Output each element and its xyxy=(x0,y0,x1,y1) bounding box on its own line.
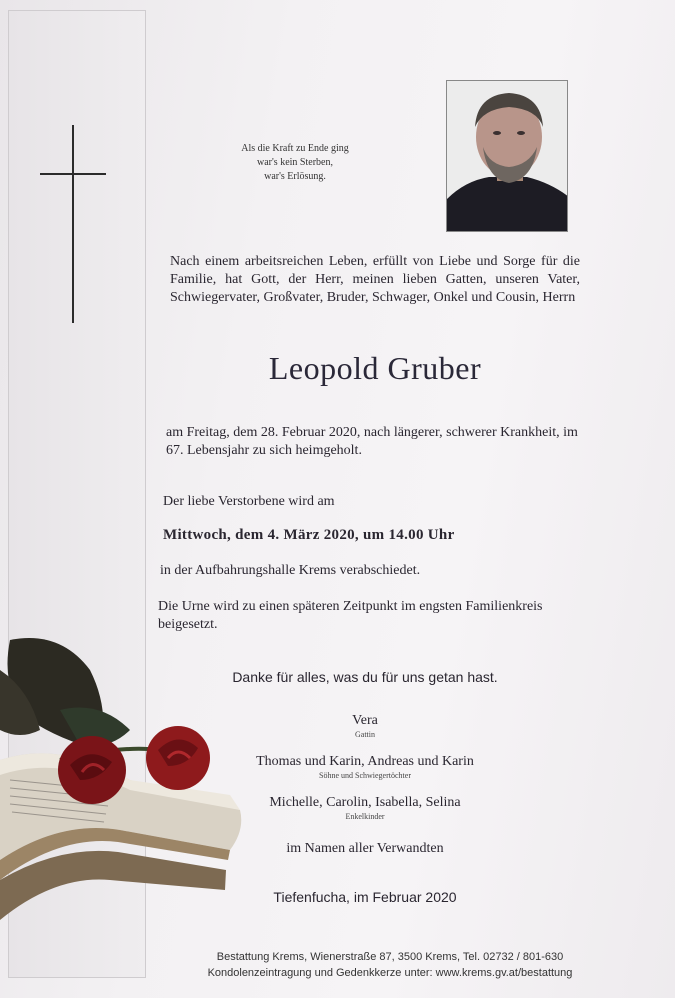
farewell-date-time: Mittwoch, dem 4. März 2020, um 14.00 Uhr xyxy=(163,527,455,543)
motto xyxy=(215,142,375,184)
footer-condolence-link: Kondolenzeintragung und Gedenkkerze unter: www.krems.gv.at/bestattung xyxy=(207,967,573,979)
thanks-line: Danke für alles, was du für uns getan hast. xyxy=(232,669,498,685)
motto-line: war's Erlösung. xyxy=(264,171,326,182)
relatives-line: im Namen aller Verwandten xyxy=(286,841,444,856)
roses-on-book-illustration xyxy=(0,630,270,930)
footer-address: Bestattung Krems, Wienerstraße 87, 3500 Krems, Tel. 02732 / 801-630 xyxy=(216,951,564,963)
motto-line: war's kein Sterben, xyxy=(257,157,333,168)
portrait-photo xyxy=(446,80,568,232)
place-date: Tiefenfucha, im Februar 2020 xyxy=(273,889,457,905)
motto-line: Als die Kraft zu Ende ging xyxy=(241,143,349,154)
mourner-names: Thomas und Karin, Andreas und Karin xyxy=(256,754,474,769)
cross-icon xyxy=(40,125,106,323)
deceased-name: Leopold Gruber xyxy=(268,350,482,386)
mourner-relation: Gattin xyxy=(355,730,375,739)
footer xyxy=(190,949,590,981)
farewell-location: in der Aufbahrungshalle Krems verabschiedet. xyxy=(160,563,421,578)
mourner-names: Michelle, Carolin, Isabella, Selina xyxy=(269,795,461,810)
mourner-relation: Enkelkinder xyxy=(345,812,385,821)
intro-text: Nach einem arbeitsreichen Leben, erfüllt von Liebe und Sorge für die Familie, hat Gott, der Herr, meinen lieben Gatten, unseren Vater, Schwiegervater, Großvater, Bruder, Schwager, Onkel und Cousin, Herrn xyxy=(170,254,580,305)
mourner-relation: Söhne und Schwiegertöchter xyxy=(319,771,411,780)
farewell-announcement: Der liebe Verstorbene wird am xyxy=(163,494,335,509)
mourner-names: Vera xyxy=(352,713,378,728)
urn-notice: Die Urne wird zu einen späteren Zeitpunkt im engsten Familienkreis beigesetzt. xyxy=(158,599,543,632)
death-notice: am Freitag, dem 28. Februar 2020, nach längerer, schwerer Krankheit, im 67. Lebensjahr zu sich heimgeholt. xyxy=(166,425,578,458)
